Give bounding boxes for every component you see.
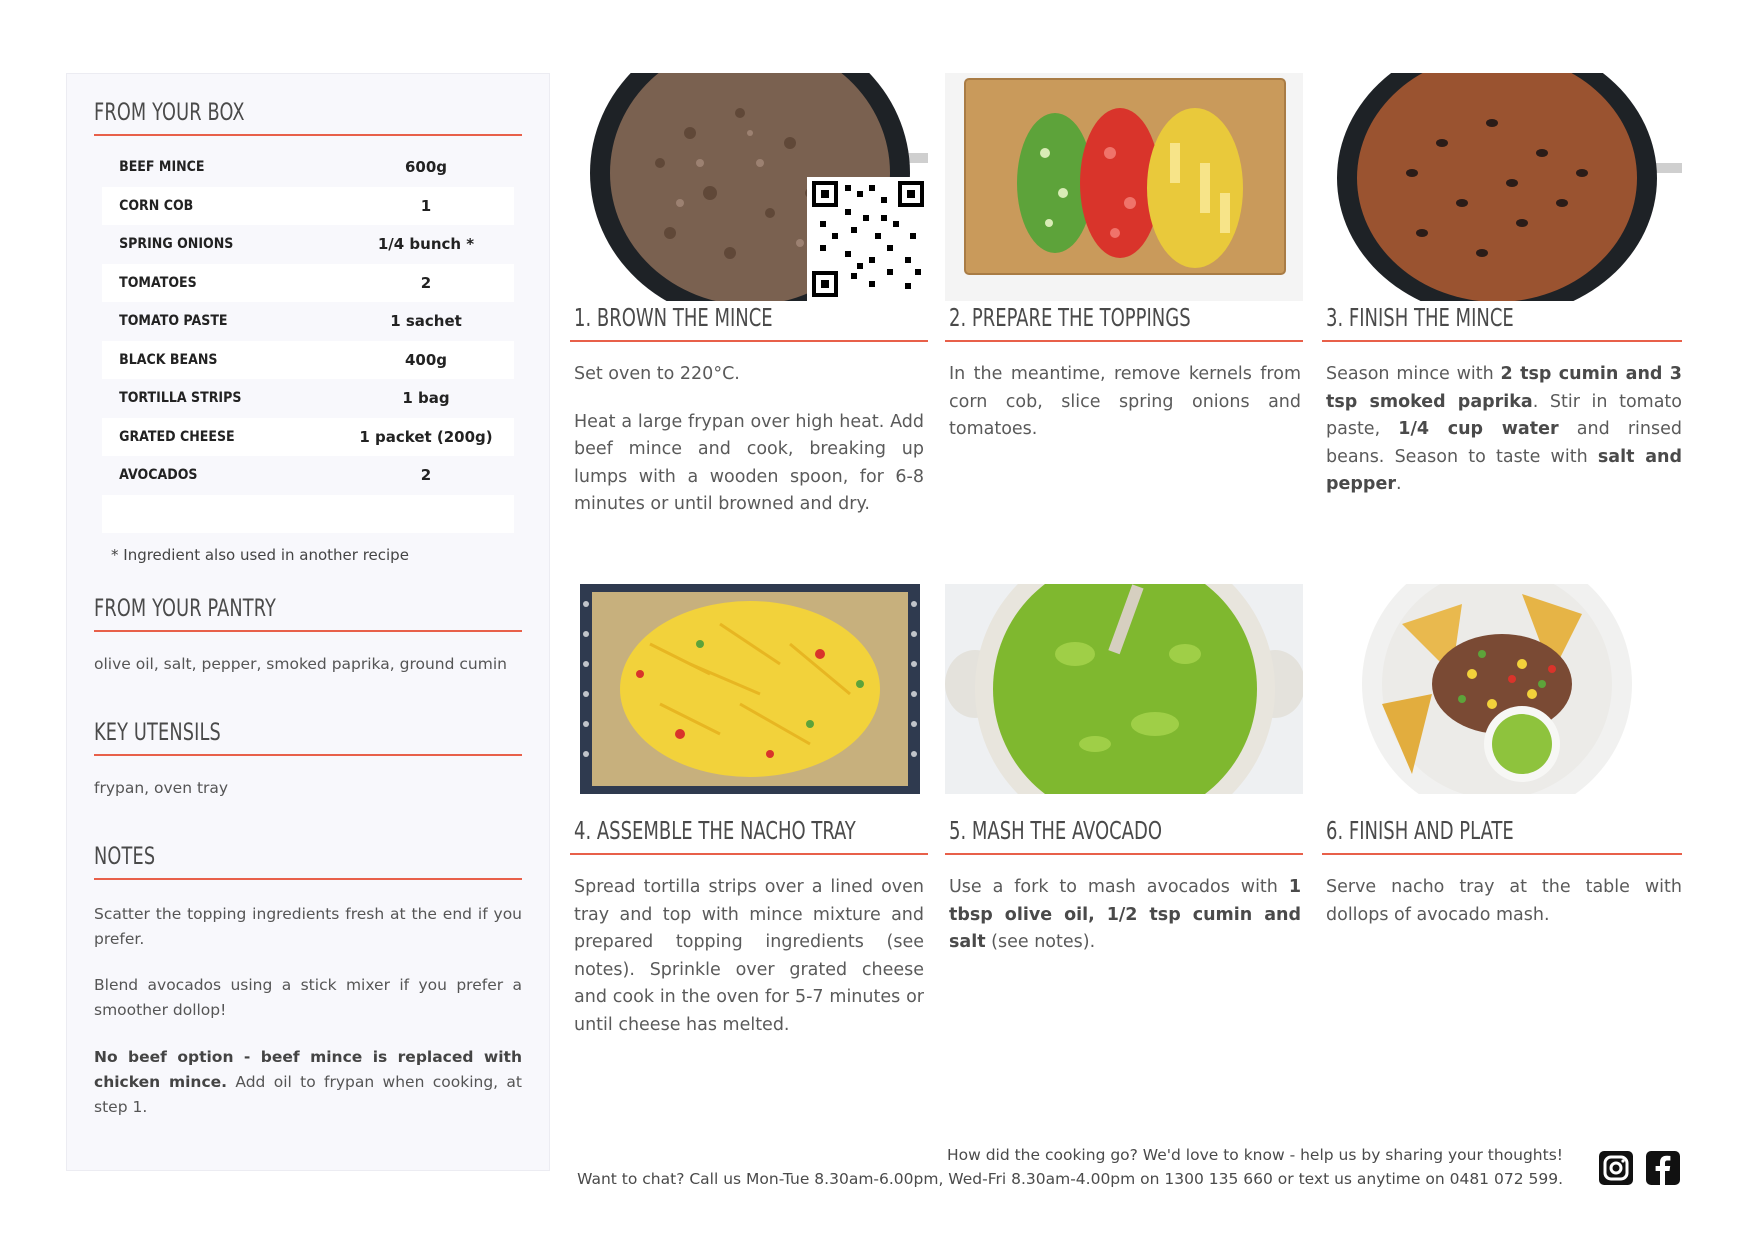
step-6-instructions [1326,874,1682,949]
beef-mince-pan-image [570,73,928,301]
step-2-photo [945,73,1303,301]
ingredient-name: AVOCADOS [119,467,198,484]
ingredient-qty: 1 packet (200g) [359,427,493,446]
note-3-rest: Add oil to frypan when cooking, at step 1. [94,1073,522,1116]
ingredient-row [102,264,514,303]
step-5-text-1: Use a fork to mash avocados with [949,877,1289,897]
facebook-glyph [1646,1151,1680,1185]
note-2: Blend avocados using a stick mixer if you prefer a smoother dollop! [94,976,522,1019]
ingredient-row [102,418,514,457]
step-3-text-2: . Stir in tomato paste, [1326,391,1683,439]
step-6-title: 6. FINISH AND PLATE [1326,816,1514,845]
step-3-divider [1322,340,1682,342]
note-1: Scatter the topping ingredients fresh at the end if you prefer. [94,905,522,948]
step-3-title: 3. FINISH THE MINCE [1326,303,1514,332]
ingredient-qty: 1 [420,196,432,215]
section-divider [94,878,522,880]
ingredient-row [102,302,514,341]
note-3-bold: No beef option - beef mince is replaced with chicken mince. [94,1048,522,1091]
feedback-prompt: How did the cooking go? We'd love to know - help us by sharing your thoughts! [946,1146,1563,1164]
step-5-instructions [949,874,1301,977]
step-6-photo [1322,584,1682,794]
step-5-divider [945,853,1303,855]
utensils-list: frypan, oven tray [94,779,229,797]
avocado-bowl-image [945,584,1303,794]
from-your-pantry-title: FROM YOUR PANTRY [94,594,276,622]
step-5-photo [945,584,1303,794]
from-your-box-title: FROM YOUR BOX [94,98,245,126]
ingredient-row [102,341,514,380]
step-4-title: 4. ASSEMBLE THE NACHO TRAY [574,816,856,845]
step-6-divider [1322,853,1682,855]
facebook-icon[interactable] [1646,1151,1680,1185]
step-2-title: 2. PREPARE THE TOPPINGS [949,303,1191,332]
ingredient-name: TORTILLA STRIPS [119,390,242,407]
step-2-text-1: In the meantime, remove kernels from corn cob, slice spring onions and tomatoes. [949,364,1301,439]
step-1-text-2: Heat a large frypan over high heat. Add beef mince and cook, breaking up lumps with a wooden spoon, for 6-8 minutes or until browned and dry. [574,411,924,514]
ingredient-name: CORN COB [119,197,194,214]
ingredient-table [102,148,514,533]
section-divider [94,754,522,756]
step-1-photo [570,73,928,301]
section-divider [94,630,522,632]
plated-nachos-image [1322,584,1682,794]
notes-title: NOTES [94,842,156,870]
ingredient-qty: 1/4 bunch * [377,235,475,254]
step-1-text-1: Set oven to 220°C. [574,364,740,384]
step-2-instructions [949,361,1301,464]
ingredient-name: BLACK BEANS [119,351,218,368]
step-3-bold-2: 1/4 cup water [1398,419,1559,439]
mince-beans-pan-image [1322,73,1682,301]
step-4-instructions [574,874,924,1059]
step-3-bold-1: 2 tsp cumin and 3 tsp smoked paprika [1326,364,1682,412]
ingredient-qty: 400g [404,350,448,369]
step-6-text-1: Serve nacho tray at the table with dollops of avocado mash. [1326,877,1682,925]
step-3-text-4: . [1395,474,1402,494]
step-1-instructions [574,361,924,539]
nacho-tray-image [570,584,928,794]
pantry-list: olive oil, salt, pepper, smoked paprika, ground cumin [94,655,507,673]
ingredient-name: BEEF MINCE [119,159,205,176]
ingredient-row [102,456,514,495]
note-3 [94,1045,522,1120]
qr-code[interactable] [807,177,928,301]
step-4-photo [570,584,928,794]
instagram-glyph [1599,1151,1633,1185]
step-3-bold-3: salt and pepper [1326,446,1682,494]
ingredient-name: GRATED CHEESE [119,428,235,445]
recipe-sidebar [66,73,550,1171]
step-4-divider [570,853,928,855]
step-1-title: 1. BROWN THE MINCE [574,303,773,332]
ingredient-row [102,379,514,418]
section-divider [94,134,522,136]
step-3-text-3: and rinsed beans. Season to taste with [1326,419,1682,467]
ingredient-row-empty [102,495,514,534]
step-5-text-2: (see notes). [985,932,1096,952]
step-4-text-1: Spread tortilla strips over a lined oven tray and top with mince mixture and prepared topping ingredients (see notes). Sprinkle over grated cheese and cook in the oven for 5-7 minutes or until cheese has melted. [574,877,924,1035]
ingredient-row [102,187,514,226]
step-5-title: 5. MASH THE AVOCADO [949,816,1163,845]
ingredient-row [102,225,514,264]
ingredient-qty: 2 [420,466,432,485]
step-3-instructions [1326,361,1682,519]
step-3-photo [1322,73,1682,301]
ingredient-row [102,148,514,187]
ingredient-qty: 1 sachet [390,312,462,331]
ingredient-name: SPRING ONIONS [119,236,234,253]
key-utensils-title: KEY UTENSILS [94,718,221,746]
ingredient-qty: 600g [404,158,448,177]
step-2-divider [945,340,1303,342]
step-1-divider [570,340,928,342]
step-5-bold-1: 1 tbsp olive oil, 1/2 tsp cumin and salt [949,877,1301,952]
step-3-text-1: Season mince with [1326,364,1501,384]
contact-info: Want to chat? Call us Mon-Tue 8.30am-6.00pm, Wed-Fri 8.30am-4.00pm on 1300 135 660 or text us anytime on 0481 072 599. [577,1170,1563,1188]
ingredient-qty: 2 [420,273,432,292]
ingredient-name: TOMATOES [119,274,197,291]
ingredient-name: TOMATO PASTE [119,313,228,330]
ingredient-footnote: * Ingredient also used in another recipe [111,546,409,564]
ingredient-qty: 1 bag [402,389,450,408]
cutting-board-image [945,73,1303,301]
instagram-icon[interactable] [1599,1151,1633,1185]
